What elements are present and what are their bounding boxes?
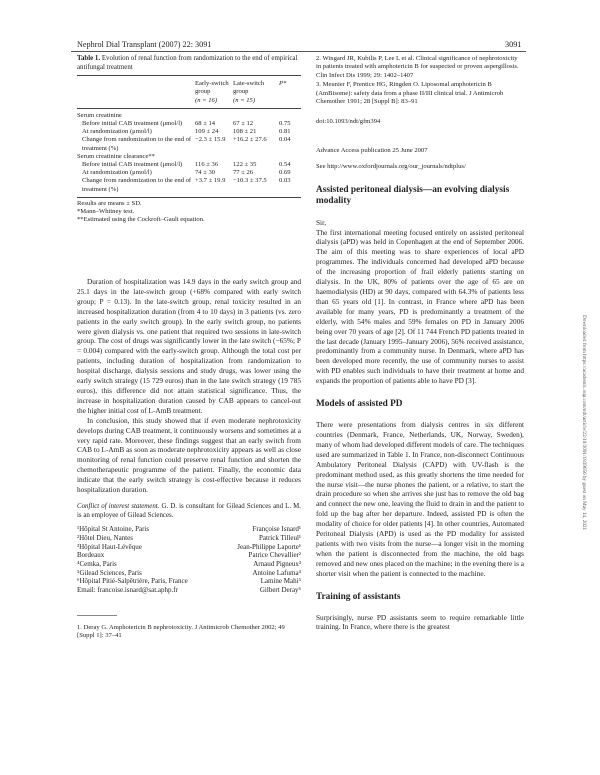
table-section-label: Serum creatinine (77, 111, 122, 119)
letter-title: Assisted peritoneal dialysis—an evolving dialysis modality (316, 184, 510, 206)
affiliation-row: Bordeaux Patrice Chevallier² (77, 551, 301, 560)
data-table (77, 80, 301, 224)
table-note: **Estimated using the Cockroft–Gault equation. (77, 216, 205, 224)
table-note: Results are means ± SD. (77, 199, 142, 207)
table-header: Early-switch group (n = 16) Late-switch group (n = 15) P* (195, 80, 287, 104)
email-link[interactable]: Email: francoise.isnard@sat.aphp.fr (77, 586, 178, 595)
affiliation-row: Email: francoise.isnard@sat.aphp.fr Gilbert Deray⁶ (77, 586, 301, 595)
table-section-label: Serum creatinine clearance** (77, 152, 155, 160)
body-paragraph: Duration of hospitalization was 14.9 days in the early switch group and 25.1 days in the late-switch group (+68% compared with early switch group; P = 0.13). In the late-switch group, renal toxicity resulted in an increased hospitalization duration (from 4 to 10 days) in 3 patients (vs. zero patients in the early switch group). In the early switch group, no patients were given dialysis vs. one patient that required two sessions in late-switch group. The cost of drugs was significantly lower in the late switch (−65%; P = 0.004) compared with the early-switch group. Although the total cost per patients, including duration of hospitalization from randomization to hospital discharge, dialysis sessions and study drugs, was lower using the early switch strategy (15 729 euros) than in the late switch strategy (19 785 euros), this difference did not attain statistical significance. Thus, the increase in hospitalization duration caused by CAB appears to cancel-out the higher initial cost of L-AmB treatment. (77, 277, 301, 415)
section-heading: Training of assistants (316, 591, 401, 602)
affiliation-row: ⁴Cemka, Paris Arnaud Pigneux³ (77, 559, 301, 568)
reference: 3. Meunier F, Prentice HG, Ringden O. Liposomal amphotericin B (AmBisome): safety data from a phase II/III clinical trial. J Antimicrob Chemother 1991; 28 [Suppl B]: 83–91 (316, 81, 504, 106)
conflict-of-interest: Conflict of interest statement. G. D. is consultant for Gilead Sciences and L. M. is an employee of Gilead Sciences. (77, 502, 301, 519)
section-heading: Models of assisted PD (316, 399, 403, 410)
table-caption: Table 1. Evolution of renal function from randomization to the end of empirical antifungal treatment (77, 55, 298, 71)
affiliation-row: ²Hôtel Dieu, Nantes Patrick Tilleul¹ (77, 533, 301, 542)
see-link[interactable]: See http://www.oxfordjournals.org/our_journals/ndtplus/ (316, 163, 466, 171)
reference: 2. Wingard JR, Kubilis P, Lee L et al. Clinical significance of nephrotoxicity in patients treated with amphotericin B for suspected or proven aspergillosis. Clin Infect Dis 1999; 29: 1402–1407 (316, 55, 519, 79)
body-paragraph: The first international meeting focused entirely on assisted peritoneal dialysis (aPD) was held in Copenhagen at the end of September 2006. The aim of this meeting was to share experiences of local aPD programmes. The individuals concerned had developed aPD because of the increasing proportion of frail elderly patients starting on dialysis. In the UK, 80% of patients over the age of 65 are on haemodialysis (HD) at 90 days, compared with 64.3% of patients less than 65 years old [1]. In contrast, in France where aPD has been available for many years, PD is predominantly a treatment of the elderly, with 54% males and 59% females on PD in January 2006 being over 70 years of age [2]. Of 11 744 French PD patients treated in the last decade (January 1995–January 2006), 56% received assistance, predominantly from a community nurse. In Denmark, where aPD has been developed more recently, the use of community nurses to assist with PD enables such individuals to have their treatment at home and expands the proportion of patients able to have PD [3]. (316, 227, 524, 386)
reference: 1. Deray G. Amphotericin B nephrotoxicity. J Antimicrob Chemother 2002; 49 [Suppl 1]: 37–41 (77, 623, 285, 640)
body-paragraph: In conclusion, this study showed that if even moderate nephrotoxicity develops during CAB treatment, it continuously worsens and sometimes at a very rapid rate. Moreover, these findings suggest that an early switch from CAB to L-AmB as soon as moderate nephrotoxicity appears as well as close monitoring of renal function could preserve renal function and shorten the chemotherapeutic programme of the patient. Finally, the economic data indicate that the early switch strategy is cost-effective because it reduces hospitalization duration. (77, 415, 301, 495)
advance-access: Advance Access publication 25 June 2007 (316, 146, 428, 154)
salutation: Sir, (316, 217, 327, 227)
doi[interactable]: doi:10.1093/ndt/gfm394 (316, 118, 381, 126)
right-column (316, 55, 524, 632)
table-block (77, 55, 301, 224)
affiliation-row: ³Hôpital Haut-Lévêque Jean-Philippe Laporte¹ (77, 542, 301, 551)
affiliation-row: ¹Hôpital St Antoine, Paris Françoise Isnard¹ (77, 525, 301, 534)
table-row: Change from randomization to the end of treatment (%) −2.3 ± 15.9 +16.2 ± 27.6 0.04 (82, 136, 291, 152)
download-sidebar: Downloaded from https://academic.oup.com/ndt/article/22/10/3091/1839656 by guest on May 14, 2021 (581, 315, 587, 531)
affiliations (77, 525, 301, 595)
table-row: Change from randomization to the end of treatment (%) +3.7 ± 19.9 −10.3 ± 37.5 0.03 (82, 177, 291, 193)
table-row: Before initial CAB treatment (μmol/l) 68 ± 14 67 ± 12 0.75 (82, 120, 291, 127)
body-paragraph: There were presentations from dialysis centres in six different countries (Denmark, France, Netherlands, UK, Norway, Sweden), many of whom had developed different models of care. The techniques used are summarized in Table 1. In France, non-disconnect Continuous Ambulatory Peritoneal Dialysis (CAPD) with UV-flash is the predominant method used, as this greatly shortens the time needed for the nurse visit—the nurse phones the patient, or a relative, to start the drain procedure so when she arrives she just has to remove the old bag and connect the new one, leaving the fluid to drain in and the patient to fold up the bag after her departure. Indeed, assisted PD is often the modality of choice for older patients [4]. In other countries, Automated Peritoneal Dialysis (APD) is used as the PD modality for assisted patients with two visits from the nurse—a longer visit in the morning when the patient is disconnected from the machine, the old bags removed and new ones placed on the machine; in the evening there is a shorter visit when the patient is connected to the machine. (316, 420, 524, 578)
header-rule (71, 51, 526, 52)
affiliation-row: ⁶Hôpital Pitié-Salpêtrière, Paris, France Lamine Mahi⁵ (77, 577, 301, 586)
journal-header: Nephrol Dial Transplant (2007) 22: 3091 (77, 40, 212, 49)
affiliation-row: ⁵Gilead Sciences, Paris Antoine Lafuma⁴ (77, 568, 301, 577)
table-row: At randomization (μmol/l) 109 ± 24 108 ± 21 0.81 (82, 128, 291, 136)
table-caption-label: Table 1. (77, 55, 101, 62)
table-row: Before initial CAB treatment (μmol/l) 116 ± 36 122 ± 35 0.54 (82, 161, 291, 169)
table-row: At randomization (μmol/l) 74 ± 30 77 ± 26 0.69 (82, 169, 291, 177)
left-body (77, 277, 301, 641)
body-paragraph: Surprisingly, nurse PD assistants seem to require remarkable little training. In France, where there is the greatest (316, 612, 524, 632)
table-note: *Mann–Whitney test. (77, 208, 135, 216)
page-number: 3091 (505, 40, 522, 49)
